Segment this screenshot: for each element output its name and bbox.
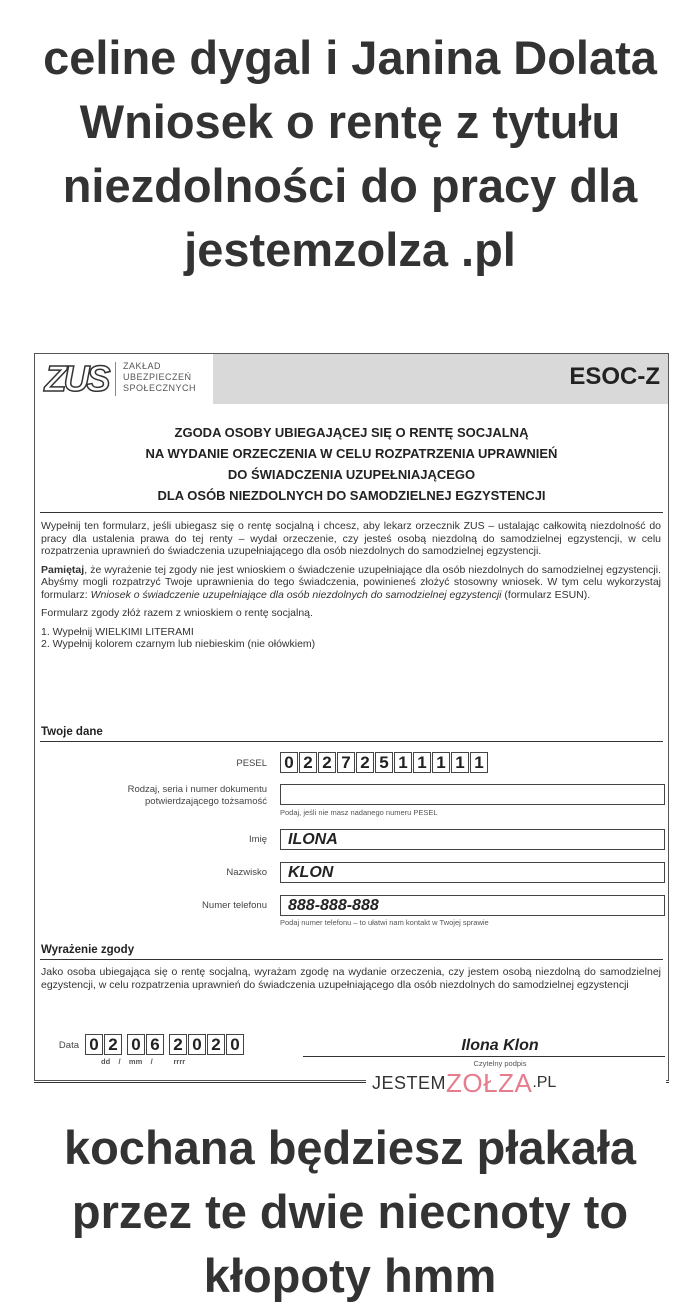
date-digit[interactable]: 2	[169, 1034, 187, 1055]
watermark-line-left	[34, 1082, 368, 1083]
identity-document-label-line-2: potwierdzającego tożsamość	[145, 796, 267, 807]
form-code-band	[213, 354, 668, 404]
top-caption: celine dygal i Janina Dolata Wniosek o rentę z tytułu niezdolności do pracy dla jestemzolza .pl	[43, 31, 657, 276]
last-name-input[interactable]: KLON	[280, 862, 665, 883]
pesel-digit[interactable]: 2	[318, 752, 336, 773]
date-digit[interactable]: 0	[226, 1034, 244, 1055]
instructions	[41, 520, 661, 651]
instruction-item-1: 1. Wypełnij WIELKIMI LITERAMI	[41, 625, 194, 638]
zus-logo	[41, 360, 111, 398]
pesel-field[interactable]	[280, 752, 489, 773]
watermark-part-2: ZOŁZA	[446, 1067, 533, 1098]
pesel-digit[interactable]: 2	[299, 752, 317, 773]
pesel-digit[interactable]: 1	[413, 752, 431, 773]
pesel-digit[interactable]: 2	[356, 752, 374, 773]
date-format-hint: dd / mm / rrrr	[101, 1057, 186, 1066]
referenced-form-name: Wniosek o świadczenie uzupełniające dla osób niezdolnych do samodzielnej egzystencji	[90, 588, 502, 601]
pesel-digit[interactable]: 1	[470, 752, 488, 773]
watermark-part-3: .PL	[532, 1074, 557, 1091]
logo-divider	[115, 362, 116, 396]
phone-label: Numer telefonu	[202, 900, 267, 911]
date-digit[interactable]: 6	[146, 1034, 164, 1055]
form-title	[35, 422, 668, 506]
identity-document-input[interactable]	[280, 784, 665, 805]
pesel-digit[interactable]: 0	[280, 752, 298, 773]
consent-text: Jako osoba ubiegająca się o rentę socjalną, wyrażam zgodę na wydanie orzeczenia, czy jestem osobą niezdolną do samodzielnej egzystencji, w celu rozpatrzenia uprawnień do świadczenia uzupełniającego dla osób niezdolnych do samodzielnej egzystencji	[41, 966, 661, 991]
pesel-digit[interactable]: 1	[451, 752, 469, 773]
phone-input[interactable]: 888-888-888	[280, 895, 665, 916]
date-digit[interactable]: 0	[85, 1034, 103, 1055]
bottom-caption: kochana będziesz płakała przez te dwie niecnoty to kłopoty hmm	[63, 1121, 637, 1302]
instruction-item-2: 2. Wypełnij kolorem czarnym lub niebieskim (nie ołówkiem)	[41, 638, 316, 650]
date-digit[interactable]: 0	[127, 1034, 145, 1055]
form-title-line-1: ZGODA OSOBY UBIEGAJĄCEJ SIĘ O RENTĘ SOCJALNĄ	[174, 425, 529, 440]
identity-document-label-line-1: Rodzaj, seria i numer dokumentu	[127, 784, 267, 795]
instructions-paragraph-1: Wypełnij ten formularz, jeśli ubiegasz się o rentę socjalną i chcesz, aby lekarz orzecznik ZUS – ustalając całkowitą niezdolność do pracy dla ustalenia prawa do tej renty – wydał orzeczenie, czy jesteś osobą niezdolną do samodzielnej egzystencji, w celu rozpatrzenia uprawnień do świadczenia uzupełniającego dla osób niezdolnych do samodzielnej egzystencji.	[41, 520, 661, 557]
section-personal-data: Twoje dane	[41, 726, 103, 738]
section-consent: Wyrażenie zgody	[41, 944, 135, 956]
reminder-text: , że wyrażenie tej zgody nie jest wnioskiem o świadczenie uzupełniające dla osób niezdolnych do samodzielnej egzystencji. Abyśmy mogli rozpatrzyć Twoje uprawnienia do tego świadczenia, powinieneś złożyć stosowny wniosek. W tym celu wykorzystaj formularz:	[41, 563, 661, 601]
form-header	[35, 354, 668, 404]
watermark-part-1: JESTEM	[372, 1072, 447, 1093]
form-code: ESOC-Z	[569, 363, 660, 390]
divider	[40, 512, 663, 513]
signature-line	[303, 1056, 665, 1057]
divider	[40, 959, 663, 960]
phone-hint: Podaj numer telefonu – to ułatwi nam kontakt w Twojej sprawie	[280, 918, 489, 927]
zus-form-document	[34, 353, 669, 1081]
identity-document-label	[75, 784, 267, 808]
signature-hint: Czytelny podpis	[473, 1059, 527, 1068]
first-name-label: Imię	[249, 834, 267, 845]
pesel-digit[interactable]: 1	[394, 752, 412, 773]
org-name	[123, 361, 196, 394]
reminder-label: Pamiętaj	[41, 563, 85, 576]
date-digit[interactable]: 2	[104, 1034, 122, 1055]
date-digit[interactable]: 2	[207, 1034, 225, 1055]
reminder-end: (formularz ESUN).	[501, 588, 591, 601]
zus-logo-text: ZUS	[44, 358, 108, 399]
date-label: Data	[58, 1040, 79, 1051]
form-title-line-2: NA WYDANIE ORZECZENIA W CELU ROZPATRZENIA UPRAWNIEŃ	[145, 446, 558, 461]
org-line-1: ZAKŁAD	[123, 361, 162, 371]
watermark-logo	[366, 1068, 666, 1098]
form-title-line-3: DO ŚWIADCZENIA UZUPEŁNIAJĄCEGO	[227, 467, 476, 482]
pesel-digit[interactable]: 7	[337, 752, 355, 773]
last-name-label: Nazwisko	[226, 867, 267, 878]
first-name-input[interactable]: ILONA	[280, 829, 665, 850]
identity-document-hint: Podaj, jeśli nie masz nadanego numeru PESEL	[280, 808, 438, 817]
pesel-label: PESEL	[236, 758, 267, 769]
org-line-3: SPOŁECZNYCH	[123, 383, 197, 393]
date-digit[interactable]: 0	[188, 1034, 206, 1055]
pesel-digit[interactable]: 1	[432, 752, 450, 773]
signature-value[interactable]: Ilona Klon	[461, 1037, 539, 1054]
pesel-digit[interactable]: 5	[375, 752, 393, 773]
instructions-paragraph-3: Formularz zgody złóż razem z wnioskiem o rentę socjalną.	[41, 607, 313, 619]
date-field[interactable]	[85, 1034, 245, 1055]
form-title-line-4: DLA OSÓB NIEZDOLNYCH DO SAMODZIELNEJ EGZYSTENCJI	[157, 488, 546, 503]
divider	[40, 741, 663, 742]
instructions-paragraph-2	[41, 564, 661, 602]
org-line-2: UBEZPIECZEŃ	[123, 372, 192, 382]
